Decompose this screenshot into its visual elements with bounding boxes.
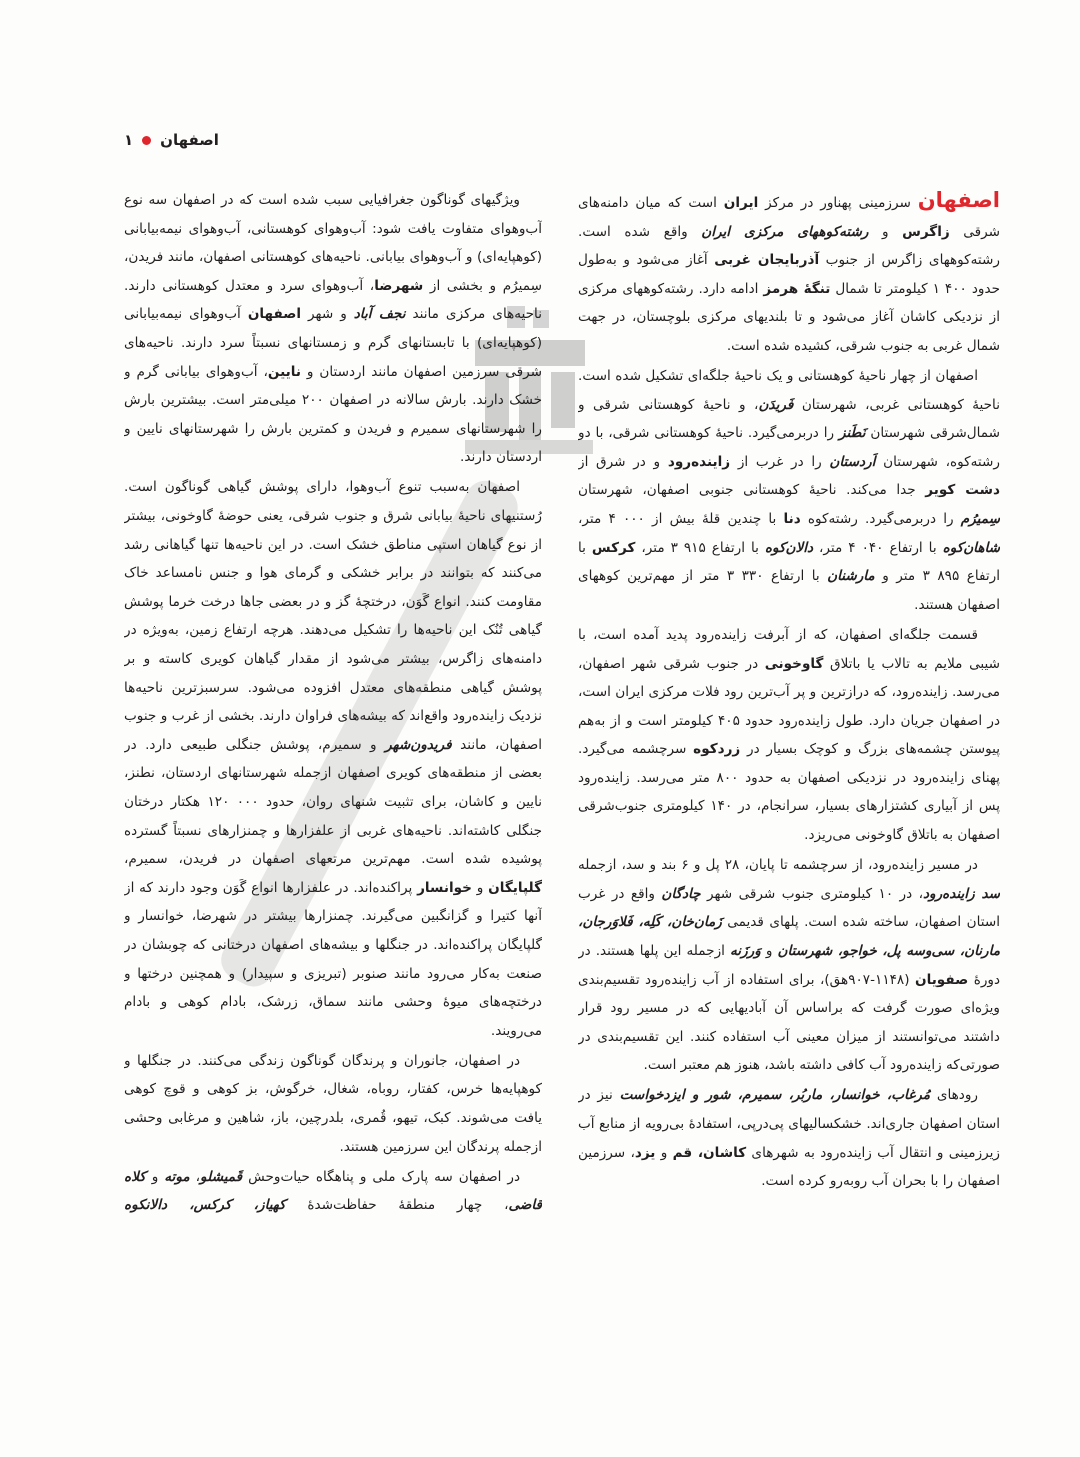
emphasized-term: وَرزَنه bbox=[730, 942, 761, 959]
text-run: و bbox=[471, 879, 489, 896]
red-bullet-icon bbox=[142, 136, 151, 145]
emphasized-term: تنگهٔ هرمز bbox=[763, 280, 831, 297]
emphasized-term: فریدون‌شهر bbox=[385, 736, 452, 753]
text-run: و bbox=[655, 1144, 673, 1161]
text-run: واقع شده است. رشته‌کوههای زاگرس از جنوب bbox=[578, 223, 1000, 269]
running-head bbox=[124, 126, 219, 154]
emphasized-term: کلاه قاضی bbox=[124, 1168, 542, 1214]
emphasized-term: اَردستان bbox=[829, 453, 876, 470]
emphasized-term: کاشان، قم bbox=[672, 1144, 747, 1161]
emphasized-term: کرکس bbox=[591, 539, 636, 556]
emphasized-term: رشته‌کوههای مرکزی ایران bbox=[701, 223, 869, 240]
paragraph bbox=[124, 473, 542, 1045]
emphasized-term: مُرغاب، خوانسار، ماربُر، سمیرم، شور و ایزدخواست bbox=[619, 1087, 931, 1104]
emphasized-term: چادگان bbox=[661, 885, 701, 902]
text-run: سرچشمه می‌گیرد. پهنای زاینده‌رود در نزدیکی اصفهان به حدود ۸۰۰ متر می‌رسد. زاینده‌رود پس از آبیاری کشتزارهای بسیار، سرانجام، در ۱۴۰ کیلومتری جنوب‌شرقی اصفهان به باتلاق گاوخونی می‌ریزد. bbox=[578, 741, 1000, 844]
emphasized-term: گاوخونی bbox=[764, 655, 824, 672]
emphasized-term: نایین bbox=[267, 363, 301, 380]
paragraph bbox=[578, 621, 1000, 850]
emphasized-term: زاگرس bbox=[902, 223, 950, 240]
entry-title: اصفهان bbox=[917, 188, 1000, 212]
text-run: پراکنده‌اند. در علفزارها انواع گَوَن وجود دارند که از آنها کتیرا و گزانگبین می‌گیرند. چمنزارها بیشتر در شهرضا، خوانسار و گلپایگان پراکنده‌اند. در جنگلها و بیشه‌های اصفهان درختانی که چوبشان در صنعت به‌کار می‌رود مانند صنوبر (تبریزی و سپیدار) و همچنین درختها و درختچه‌های میوهٔ وحشی مانند سماق، زرشک، بادام کوهی و بادام می‌رویند. bbox=[124, 879, 542, 1039]
page-number: ۱ bbox=[124, 131, 134, 149]
emphasized-term: زَمان‌خان، کَلِه، فَلاوَرجان، مارنان، سی‌وسه پل، خواجو، شهرستان bbox=[578, 914, 1000, 959]
text-run: آغاز می‌شود و به‌طول حدود ۱ ۴۰۰ کیلومتر تا شمال bbox=[578, 252, 1000, 297]
text-run: را در غرب از bbox=[730, 453, 830, 470]
text-run: و bbox=[145, 1168, 165, 1185]
text-run: و bbox=[868, 223, 903, 240]
text-run: در اصفهان سه پارک ملی و پناهگاه حیات‌وحش bbox=[242, 1168, 520, 1185]
text-run: (۱۱۴۸-۹۰۷ه‍ق)، برای استفاده از آب زاینده‌رود تقسیم‌بندی ویژه‌ای صورت گرفت که براساس آن آبادیهایی که در مسیر رود قرار داشتند می‌توانستند از میزان معینی آب استفاده کنند. این تقسیم‌بندی در صورتی‌که زاینده‌رود آب کافی داشته باشد، هنوز هم معتبر است. bbox=[578, 971, 1000, 1074]
text-run: قسمت جلگه‌ای اصفهان، که از آبرفت زاینده‌رود پدید آمده است، با شیبی ملایم به تالاب یا باتلاق bbox=[578, 626, 1000, 672]
text-run: آب‌وهوای نیمه‌بیابانی (کوهپایه‌ای) با تابستانهای گرم و زمستانهای نسبتاً سرد دارند. ناحیه‌های شرقی سرزمین اصفهان مانند اردستان و bbox=[124, 306, 542, 380]
running-head-title: اصفهان bbox=[160, 131, 219, 149]
paragraph bbox=[578, 186, 1000, 361]
paragraph bbox=[578, 1081, 1000, 1195]
text-run: ، و ناحیهٔ کوهستانی شرقی و شمال‌شرقی شهرستان bbox=[578, 396, 1000, 442]
emphasized-term: ایران bbox=[723, 195, 759, 211]
emphasized-term: قَمیشلو bbox=[200, 1168, 243, 1185]
right-column bbox=[578, 186, 1000, 1197]
left-column bbox=[124, 186, 542, 1221]
text-run: در جنوب شرقی شهر اصفهان، می‌رسد. زاینده‌رود، که درازترین و پر آب‌ترین رود فلات مرکزی ایران است، در اصفهان جریان دارد. طول زاینده‌رود حدود ۴۰۵ کیلومتر است و از به‌هم پیوستن چشمه‌های بزرگ و کوچک بسیار در bbox=[578, 655, 1000, 758]
text-run: در مسیر زاینده‌رود، از سرچشمه تا پایان، ۲۸ پل و ۶ بند و سد، ازجمله bbox=[578, 857, 978, 874]
emphasized-term: مارشنان bbox=[827, 568, 875, 585]
emphasized-term: خوانسار bbox=[417, 879, 472, 896]
text-run: با ارتفاع ۴ ۰۴۰ متر، bbox=[813, 539, 943, 556]
paragraph bbox=[124, 1047, 542, 1161]
text-run: با چندین قلهٔ بیش از ۴ ۰۰۰ متر، bbox=[578, 511, 784, 528]
text-run: ، bbox=[189, 1168, 201, 1185]
emphasized-term: یزد bbox=[634, 1144, 656, 1161]
text-run: ، چهار منطقهٔ حفاظت‌شدهٔ bbox=[285, 1197, 509, 1214]
text-run: را دربرمی‌گیرد. رشته‌کوه bbox=[800, 511, 961, 528]
text-run: و در شرق از bbox=[578, 453, 668, 470]
text-run: ، آب‌وهوای بیابانی گرم و خشک دارند. بارش سالانه در اصفهان ۲۰۰ میلی‌متر است. بیشترین بارش را شهرستانهای سمیرم و فریدن و کمترین بارش را شهرستانهای نایین و اردستان دارند. bbox=[124, 363, 542, 466]
text-run: و سمیرم، پوشش جنگلی طبیعی دارد. در بعضی از منطقه‌های کویری اصفهان ازجمله شهرستانهای اردستان، نطنز، نایین و کاشان، برای تثبیت شنهای روان، حدود ۱۲۰ ۰۰۰ هکتار درختان جنگلی کاشته‌اند. ناحیه‌های غربی از علفزارها و چمنزارهای نسبتاً گسترده پوشیده شده است. مهم‌ترین مرتعهای اصفهان در فریدن، سمیرم، bbox=[124, 736, 542, 868]
emphasized-term: نَطَنز bbox=[838, 425, 866, 442]
text-run: در اصفهان، جانوران و پرندگان گوناگون زندگی می‌کنند. در جنگلها و کوهپایه‌ها خرس، کفتار، روباه، شغال، خرگوش، بز کوهی و قوچ کوهی یافت می‌شوند. کبک، تیهو، قُمری، بلدرچین، باز، شاهین و مرغابی وحشی ازجمله پرندگان این سرزمین هستند. bbox=[124, 1052, 542, 1155]
emphasized-term: شاهان‌کوه bbox=[942, 539, 1000, 556]
paragraph bbox=[124, 1163, 542, 1220]
emphasized-term: شهرضا bbox=[374, 277, 424, 294]
paragraph bbox=[578, 362, 1000, 619]
emphasized-term: دشت کویر bbox=[925, 482, 1000, 499]
text-run: واقع در غرب استان اصفهان، ساخته شده است. پلهای قدیمی bbox=[578, 885, 1000, 931]
emphasized-term: اصفهان bbox=[247, 306, 302, 323]
text-run: است که میان دامنه‌های شرقی bbox=[578, 195, 1000, 240]
emphasized-term: کهیاز، کرکس، دالانکوه bbox=[124, 1197, 286, 1214]
text-run: ویژگیهای گوناگون جغرافیایی سبب شده است که در اصفهان سه نوع آب‌وهوای متفاوت یافت شود: آب‌وهوای کوهستانی، آب‌وهوای نیمه‌بیابانی (کوهپایه‌ای) و آب‌وهوای بیابانی. ناحیه‌های کوهستانی اصفهان، مانند فریدن، سِمیرُم و بخشی از bbox=[124, 192, 542, 294]
emphasized-term: نجف آباد bbox=[353, 306, 406, 323]
emphasized-term: دنا bbox=[783, 511, 801, 528]
emphasized-term: سد زاینده‌رود bbox=[922, 885, 1000, 902]
text-run: ، سرزمین اصفهان را با بحران آب روبه‌رو کرده است. bbox=[578, 1144, 1000, 1190]
emphasized-term: گلپایگان bbox=[488, 879, 542, 896]
text-run: اصفهان به‌سبب تنوع آب‌وهوا، دارای پوشش گیاهی گوناگون است. رُستنیهای ناحیهٔ بیابانی شرق و جنوب شرقی، یعنی حوضهٔ گاوخونی، بیشتر از نوع گیاهان استپی مناطق خشک است. در این ناحیه‌ها تنها گیاهانی رشد می‌کنند که بتوانند در برابر خشکی و گرمای هوا و جنس نامساعد خاک مقاومت کنند. انواع گَوَن، درختچهٔ گز و در بعضی جاها درخت خرما پوشش گیاهی تُنُک این ناحیه‌ها را تشکیل می‌دهند. هرچه ارتفاع زمین، به‌ویژه در دامنه‌های زاگرس، بیشتر می‌شود از مقدار گیاهان کویری کاسته و بر پوشش گیاهی منطقه‌های معتدل افزوده می‌شود. سرسبزترین ناحیه‌ها نزدیک زاینده‌رود واقع‌اند که بیشه‌های فراوان دارند. بخشی از غرب و جنوب اصفهان، مانند bbox=[124, 479, 542, 753]
emphasized-term: دالان‌کوه bbox=[764, 539, 814, 556]
paragraph bbox=[578, 851, 1000, 1080]
emphasized-term: زردکوه bbox=[693, 741, 741, 758]
text-run: جدا می‌کند. ناحیهٔ کوهستانی جنوبی اصفهان، شهرستان bbox=[578, 482, 926, 499]
text-run: ازجمله این پلها هستند. در دورهٔ bbox=[578, 942, 1000, 988]
text-run: سرزمینی پهناور در مرکز bbox=[758, 195, 918, 211]
emphasized-term: فَریدَن bbox=[758, 396, 794, 413]
text-run: را دربرمی‌گیرد. ناحیهٔ کوهستانی شرقی، با دو رشته‌کوه، شهرستان bbox=[578, 425, 1000, 470]
emphasized-term: سِمیرُم bbox=[960, 511, 1000, 528]
text-run: ادامه دارد. رشته‌کوههای مرکزی از نزدیکی کاشان آغاز می‌شود و تا بلندیهای مرکزی بلوچستان، در جهت شمال غربی به جنوب شرقی، کشیده شده است. bbox=[578, 280, 1000, 354]
text-run: با ارتفاع ۳ ۸۹۵ متر و bbox=[578, 539, 1000, 585]
text-run: با ارتفاع ۳ ۹۱۵ متر، bbox=[635, 539, 765, 556]
text-run: و شهر bbox=[301, 306, 354, 323]
emphasized-term: موته bbox=[164, 1168, 190, 1185]
text-run: با ارتفاع ۳ ۳۳۰ متر از مهم‌ترین کوههای اصفهان هستند. bbox=[578, 568, 1000, 613]
text-run: اصفهان از چهار ناحیهٔ کوهستانی و یک ناحیهٔ جلگه‌ای تشکیل شده است. ناحیهٔ کوهستانی غربی، شهرستان bbox=[578, 368, 1000, 413]
text-run: نیز در استان اصفهان جاری‌اند. خشکسالیهای پی‌درپی، استفادهٔ بی‌رویه از منابع آب زیرزمینی و انتقال آب زاینده‌رود به شهرهای bbox=[578, 1087, 1000, 1161]
text-run: و bbox=[760, 942, 778, 959]
emphasized-term: صفویان bbox=[914, 971, 969, 988]
text-run: رودهای bbox=[930, 1087, 978, 1104]
text-run: ، در ۱۰ کیلومتری جنوب شرقی شهر bbox=[700, 885, 923, 902]
emphasized-term: زاینده‌رود bbox=[667, 453, 731, 470]
emphasized-term: آذربایجان غربی bbox=[714, 252, 820, 269]
text-run: ، آب‌وهوای سرد و معتدل کوهستانی دارند. ناحیه‌های مرکزی مانند bbox=[124, 277, 542, 323]
paragraph bbox=[124, 186, 542, 472]
